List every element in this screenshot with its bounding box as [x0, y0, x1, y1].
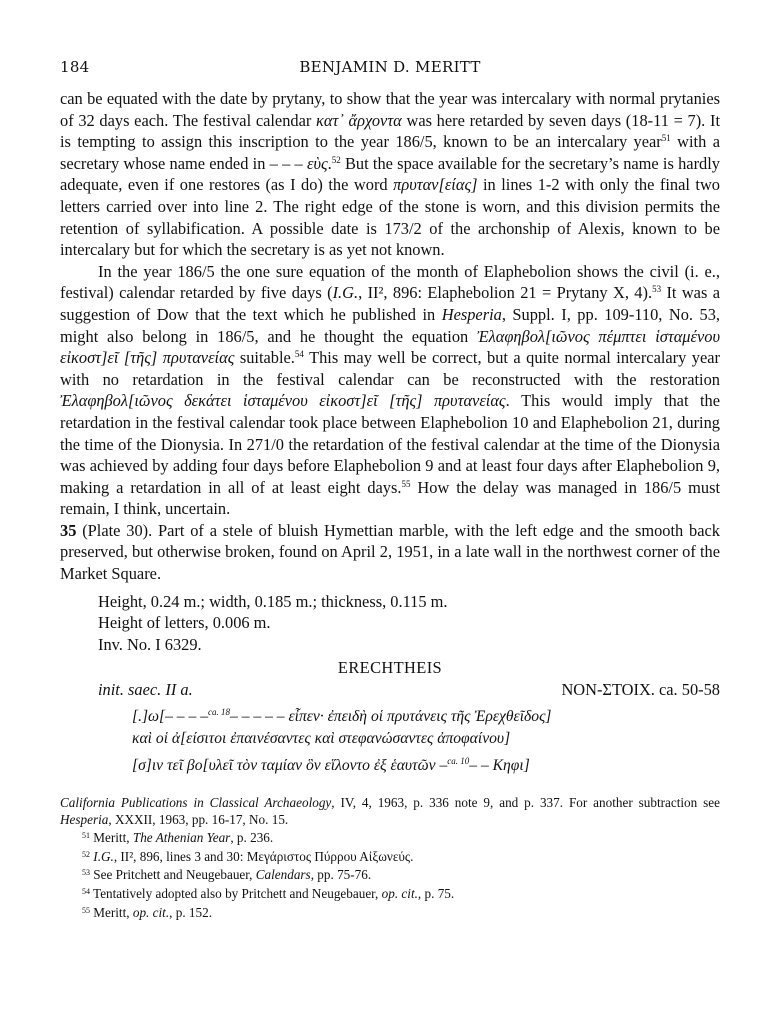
inscription-heading: ERECHTHEIS: [337, 658, 443, 678]
footnote-ref-51[interactable]: 51: [661, 133, 671, 144]
inscription-text: [132, 701, 720, 777]
page-header: [60, 58, 720, 82]
paragraph-1: can be equated with the date by prytany, to show that the year was intercalary with normal prytanies of 32 days each. The festival calendar κατ᾽ ἄρχοντα was here retarded by seven days (18-11 = 7). It is tempting to assign this inscription to the year 186/5, known to be an intercalary year$^{51}$ with a secretary whose name ended in – – – εὺς.$^{52}$ But the space available for the secretary’s name is hardly adequate, even if one restores (as I do) the word πρυταν[είας] in lines 1-2 with only the final two letters carried over into line 2. The right edge of the stone is worn, and this division permits the retention of syllabification. A possible date is 173/2 of the archonship of Alexis, known to be intercalary but for which the secretary is as yet not known.: [60, 89, 720, 260]
footnote-ref-55[interactable]: 55: [401, 478, 411, 489]
running-title: BENJAMIN D. MERITT: [299, 58, 481, 76]
stoich-label: NON-ΣΤΟΙΧ. ca. 50-58: [561, 680, 720, 700]
footnote-ref-53[interactable]: 53: [652, 284, 662, 295]
footnote-51: $^{51}$ Meritt, The Athenian Year, p. 236.: [82, 830, 274, 846]
entry-number: 35: [60, 520, 77, 540]
paragraph-2: In the year 186/5 the one sure equation of the month of Elaphebolion shows the civil (i. e., festival) calendar retarded by five days (I.G., II², 896: Elaphebolion 21 = Prytany X, 4).$^{53}$ It was a suggestion of Dow that the text which he published in Hesperia, Suppl. I, pp. 109-110, No. 53, might also belong in 186/5, and he thought the equation Ἐλαφηβολ[ιῶνος πέμπτει ἱσταμένου εἰκοστ]εῖ [τῆς] πρυτανείας suitable.$^{54}$ This may well be correct, but a quite normal intercalary year with no retardation in the festival calendar can be reconstructed with the restoration Ἐλαφηβολ[ιῶνος δεκάτει ἱσταμένου εἰκοστ]εῖ [τῆς] πρυτανείας. This would imply that the retardation in the festival calendar took place between Elaphebolion 10 and Elaphebolion 21, during the time of the Dionysia. In 271/0 the retardation of the festival calendar at the time of the Dionysia was achieved by adding four days before Elaphebolion 9 and at least four days after Elaphebolion 9, making a retardation in all of at least eight days.$^{55}$ How the delay was managed in 186/5 must remain, I think, uncertain.: [60, 261, 720, 519]
footnote-ref-54[interactable]: 54: [294, 349, 304, 360]
entry-35: 35 (Plate 30). Part of a stele of bluish Hymettian marble, with the left edge and the smooth back preserved, but otherwise broken, found on April 2, 1951, in a late wall in the northwest corner of the Market Square.: [60, 520, 720, 584]
footnote-55: $^{55}$ Meritt, op. cit., p. 152.: [82, 904, 212, 920]
inscription-line-2: καὶ οἱ ἀ[είσιτοι ἐπαινέσαντες καὶ στεφανώσαντες ἀποφαίνου]: [132, 730, 511, 748]
footnote-53: $^{53}$ See Pritchett and Neugebauer, Calendars, pp. 75-76.: [82, 867, 372, 883]
footnote-52: $^{52}$ I.G., II², 896, lines 3 and 30: Μεγάριστος Πύρρου Αἰξωνεύς.: [82, 848, 414, 864]
page: [60, 58, 720, 921]
footnotes: [60, 795, 720, 921]
footnote-54: $^{54}$ Tentatively adopted also by Pritchett and Neugebauer, op. cit., p. 75.: [82, 886, 455, 901]
body-text: [60, 88, 720, 777]
date-label: init. saec. II a.: [98, 680, 193, 700]
dating-row: [60, 679, 720, 701]
inscription-line-1: [.]ω[– – – –$^{ca. 18}$– – – – – εἶπεν· ἐπειδὴ οἱ πρυτάνεις τῆς Ἐρεχθεῖδος]: [132, 707, 552, 726]
footnote-lead: California Publications in Classical Archaeology, IV, 4, 1963, p. 336 note 9, and p. 337. For another subtraction see Hesperia, XXXII, 1963, pp. 16-17, No. 15.: [60, 795, 720, 827]
footnote-ref-52[interactable]: 52: [331, 154, 341, 165]
page-number: 184: [60, 58, 90, 76]
inscription-line-3: [σ]ιν τεῖ βο[υλεῖ τὸν ταμίαν ὃν εἵλοντο ἐξ ἑαυτῶν –$^{ca. 10}$– – Κηφι]: [132, 756, 530, 775]
dimensions: Height, 0.24 m.; width, 0.185 m.; thickness, 0.115 m. Height of letters, 0.006 m. Inv. No. I 6329.: [98, 591, 448, 654]
